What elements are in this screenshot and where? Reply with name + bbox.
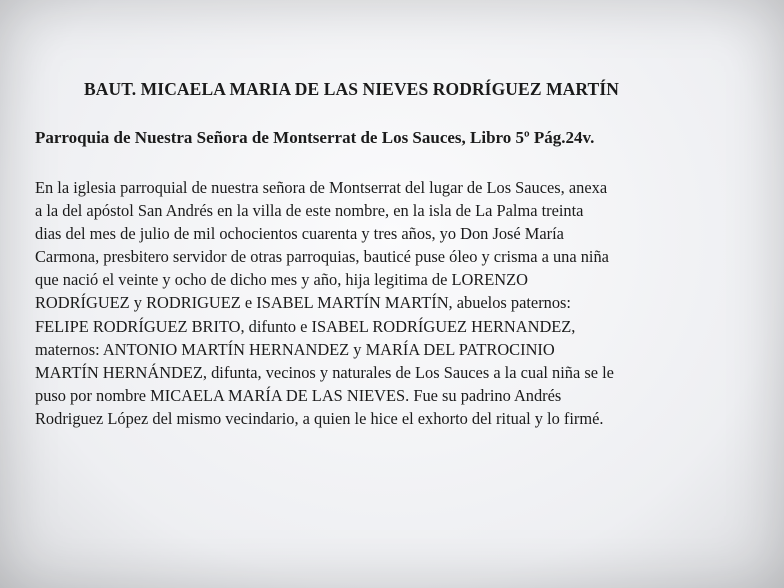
- body-line: maternos: ANTONIO MARTÍN HERNANDEZ y MARÍA DEL PATROCINIO: [35, 339, 555, 359]
- body-line: RODRÍGUEZ y RODRIGUEZ e ISABEL MARTÍN MARTÍN, abuelos paternos:: [35, 293, 571, 313]
- body-line: dias del mes de julio de mil ochocientos cuarenta y tres años, yo Don José María: [35, 224, 564, 244]
- body-line: puso por nombre MICAELA MARÍA DE LAS NIEVES. Fue su padrino Andrés: [35, 385, 562, 405]
- document-subtitle: Parroquia de Nuestra Señora de Montserrat de Los Sauces, Libro 5º Pág.24v.: [35, 128, 595, 147]
- body-line: que nació el veinte y ocho de dicho mes y año, hija legitima de LORENZO: [35, 270, 528, 290]
- document-body: [35, 176, 755, 430]
- body-line: En la iglesia parroquial de nuestra señora de Montserrat del lugar de Los Sauces, anexa: [35, 178, 608, 197]
- body-line: Rodriguez López del mismo vecindario, a quien le hice el exhorto del ritual y lo firmé.: [35, 408, 604, 428]
- body-line: a la del apóstol San Andrés en la villa de este nombre, en la isla de La Palma treinta: [35, 201, 584, 221]
- body-line: MARTÍN HERNÁNDEZ, difunta, vecinos y naturales de Los Sauces a la cual niña se le: [35, 362, 614, 382]
- document-title: BAUT. MICAELA MARIA DE LAS NIEVES RODRÍGUEZ MARTÍN: [84, 79, 619, 99]
- body-line: FELIPE RODRÍGUEZ BRITO, difunto e ISABEL RODRÍGUEZ HERNANDEZ,: [35, 316, 576, 336]
- body-line: Carmona, presbitero servidor de otras parroquias, bauticé puse óleo y crisma a una niña: [35, 247, 609, 267]
